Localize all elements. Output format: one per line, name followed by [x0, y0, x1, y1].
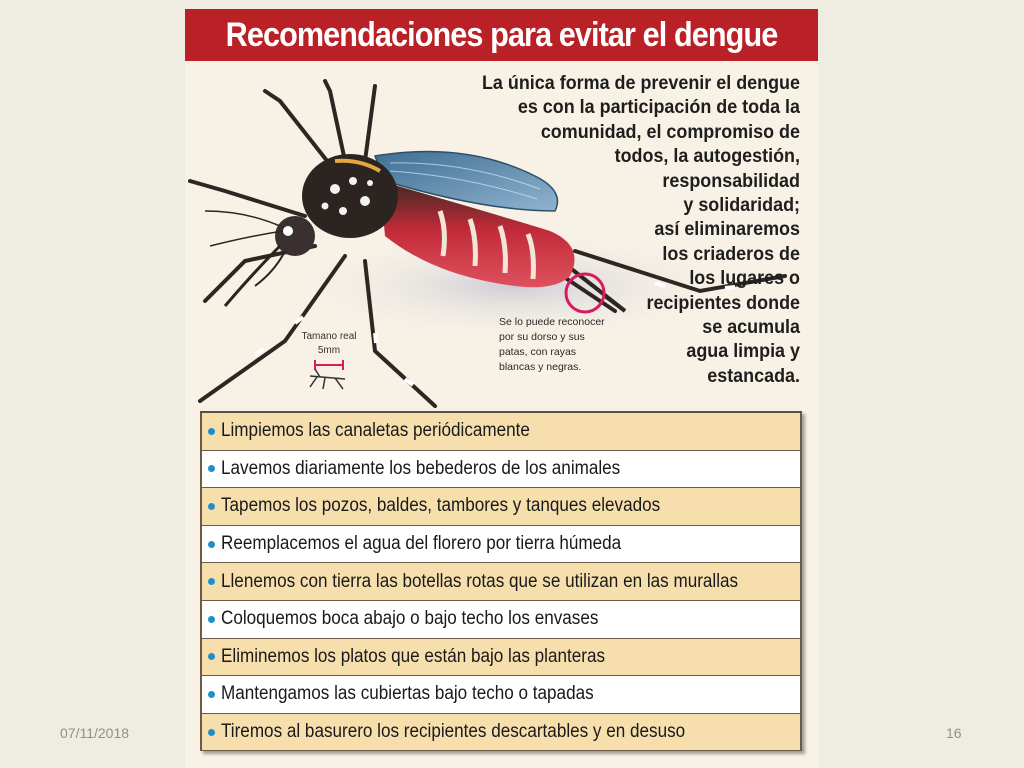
intro-paragraph: La única forma de prevenir el dengue es con la participación de toda la comunidad, el compromiso de todos, la autogestión, responsabilidad y solidaridad; así eliminaremos los criaderos de los lugares o recipientes donde se acumula agua limpia y estancada. — [481, 72, 800, 387]
bullet-icon — [208, 503, 215, 510]
list-item: Coloquemos boca abajo o bajo techo los envases — [200, 601, 802, 639]
list-item: Eliminemos los platos que están bajo las planteras — [200, 639, 802, 677]
list-item: Llenemos con tierra las botellas rotas que se utilizan en las murallas — [200, 563, 802, 601]
poster-title: Recomendaciones para evitar el dengue — [225, 15, 778, 54]
bullet-icon — [208, 428, 215, 435]
slide-date: 07/11/2018 — [60, 725, 130, 741]
list-item: Lavemos diariamente los bebederos de los animales — [200, 451, 802, 489]
bullet-icon — [208, 691, 215, 698]
bullet-icon — [208, 578, 215, 585]
size-label: Tamano real — [301, 331, 357, 342]
list-item: Limpiemos las canaletas periódicamente — [200, 413, 802, 451]
recognition-note: Se lo puede reconocer por su dorso y sus patas, con rayas blancas y negras. — [499, 316, 605, 373]
list-item: Tapemos los pozos, baldes, tambores y tanques elevados — [200, 488, 802, 526]
bullet-icon — [208, 465, 215, 472]
size-value: 5mm — [317, 345, 341, 356]
bullet-icon — [208, 616, 215, 623]
title-bar — [185, 9, 818, 61]
slide-number: 16 — [946, 725, 962, 741]
list-item: Reemplacemos el agua del florero por tierra húmeda — [200, 526, 802, 564]
bullet-icon — [208, 541, 215, 548]
bullet-icon — [208, 729, 215, 736]
dengue-poster — [185, 9, 818, 768]
list-item: Mantengamos las cubiertas bajo techo o tapadas — [200, 676, 802, 714]
recommendations-list — [200, 411, 802, 751]
bullet-icon — [208, 653, 215, 660]
list-item: Tiremos al basurero los recipientes descartables y en desuso — [200, 714, 802, 752]
